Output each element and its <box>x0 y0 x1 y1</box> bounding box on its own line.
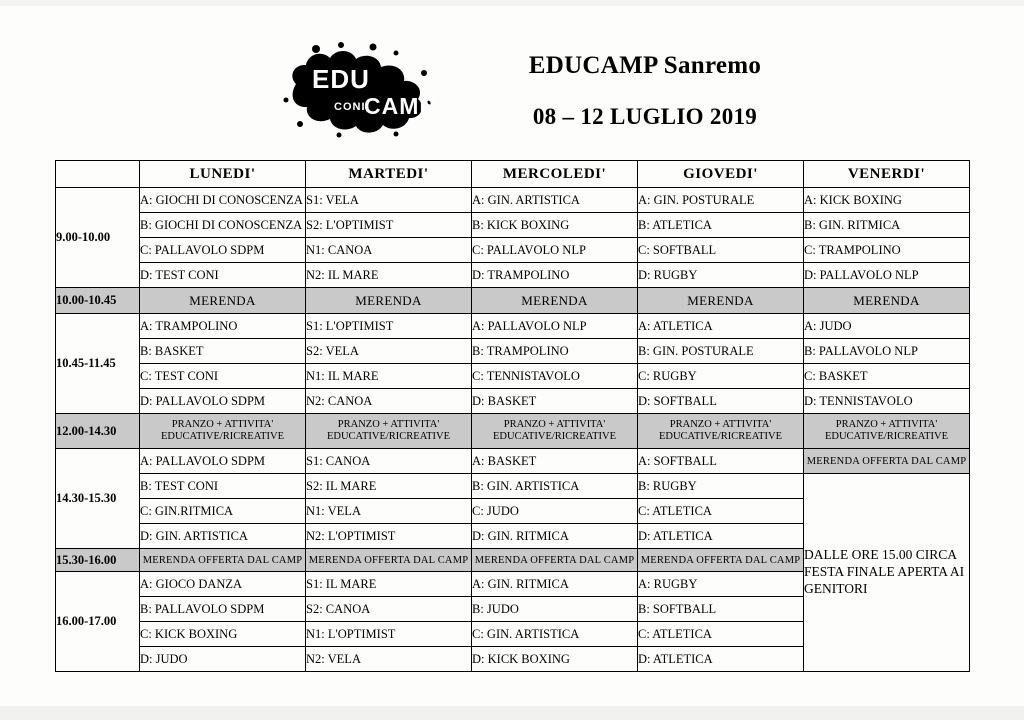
activity-cell: N1: L'OPTIMIST <box>306 622 472 647</box>
activity-cell: D: TEST CONI <box>140 263 306 288</box>
table-row <box>56 213 970 238</box>
activity-cell: N2: IL MARE <box>306 263 472 288</box>
activity-cell: D: PALLAVOLO SDPM <box>140 389 306 414</box>
column-header-lunedi: LUNEDI' <box>140 161 306 188</box>
page-title: EDUCAMP Sanremo <box>528 52 762 79</box>
activity-cell: D: KICK BOXING <box>472 647 638 672</box>
pranzo-line-1: PRANZO + ATTIVITA' <box>669 418 772 430</box>
activity-cell: A: GIOCHI DI CONOSCENZA <box>140 188 306 213</box>
activity-cell: A: SOFTBALL <box>638 449 804 474</box>
activity-cell: A: RUGBY <box>638 572 804 597</box>
activity-cell: A: GIOCO DANZA <box>140 572 306 597</box>
activity-cell: B: GIN. RITMICA <box>804 213 970 238</box>
activity-cell: A: PALLAVOLO SDPM <box>140 449 306 474</box>
activity-cell: D: GIN. ARTISTICA <box>140 524 306 549</box>
pranzo-line-1: PRANZO + ATTIVITA' <box>171 418 274 430</box>
table-row-merenda <box>56 288 970 314</box>
activity-cell: N1: IL MARE <box>306 364 472 389</box>
scan-edge-top <box>0 0 1024 6</box>
merenda-camp-cell: MERENDA OFFERTA DAL CAMP <box>306 549 472 572</box>
time-label-0900: 9.00-10.00 <box>56 188 140 288</box>
corner-cell <box>56 161 140 188</box>
activity-cell: S2: VELA <box>306 339 472 364</box>
table-row-pranzo <box>56 414 970 449</box>
activity-cell: B: PALLAVOLO NLP <box>804 339 970 364</box>
activity-cell: N2: VELA <box>306 647 472 672</box>
activity-cell: A: BASKET <box>472 449 638 474</box>
pranzo-cell <box>306 414 472 449</box>
time-label-1600: 16.00-17.00 <box>56 572 140 672</box>
pranzo-line-1: PRANZO + ATTIVITA' <box>337 418 440 430</box>
activity-cell: D: BASKET <box>472 389 638 414</box>
weekly-schedule-table <box>55 160 970 672</box>
activity-cell: B: KICK BOXING <box>472 213 638 238</box>
merenda-cell: MERENDA <box>306 288 472 314</box>
activity-cell: S2: CANOA <box>306 597 472 622</box>
merenda-camp-cell: MERENDA OFFERTA DAL CAMP <box>638 549 804 572</box>
activity-cell: B: GIN. POSTURALE <box>638 339 804 364</box>
activity-cell: D: TRAMPOLINO <box>472 263 638 288</box>
activity-cell: D: SOFTBALL <box>638 389 804 414</box>
activity-cell: N2: L'OPTIMIST <box>306 524 472 549</box>
activity-cell: A: GIN. RITMICA <box>472 572 638 597</box>
activity-cell: C: SOFTBALL <box>638 238 804 263</box>
activity-cell: C: ATLETICA <box>638 499 804 524</box>
pranzo-line-2: EDUCATIVE/RICREATIVE <box>492 431 617 442</box>
festa-finale-cell: DALLE ORE 15.00 CIRCA FESTA FINALE APERTA AI GENITORI <box>804 474 970 672</box>
activity-cell: S1: L'OPTIMIST <box>306 314 472 339</box>
pranzo-line-1: PRANZO + ATTIVITA' <box>503 418 606 430</box>
time-label-1000: 10.00-10.45 <box>56 288 140 314</box>
merenda-camp-cell: MERENDA OFFERTA DAL CAMP <box>472 549 638 572</box>
table-row <box>56 188 970 213</box>
time-label-1430: 14.30-15.30 <box>56 449 140 549</box>
activity-cell: B: GIN. ARTISTICA <box>472 474 638 499</box>
activity-cell: D: RUGBY <box>638 263 804 288</box>
pranzo-cell <box>638 414 804 449</box>
column-header-martedi: MARTEDI' <box>306 161 472 188</box>
activity-cell: C: TRAMPOLINO <box>804 238 970 263</box>
merenda-camp-cell: MERENDA OFFERTA DAL CAMP <box>140 549 306 572</box>
document-header <box>0 34 1024 144</box>
merenda-cell: MERENDA <box>638 288 804 314</box>
pranzo-line-2: EDUCATIVE/RICREATIVE <box>824 431 949 442</box>
table-row <box>56 364 970 389</box>
activity-cell: A: GIN. POSTURALE <box>638 188 804 213</box>
activity-cell: A: KICK BOXING <box>804 188 970 213</box>
time-label-1045: 10.45-11.45 <box>56 314 140 414</box>
activity-cell: C: GIN.RITMICA <box>140 499 306 524</box>
activity-cell: A: GIN. ARTISTICA <box>472 188 638 213</box>
activity-cell: C: GIN. ARTISTICA <box>472 622 638 647</box>
activity-cell: D: JUDO <box>140 647 306 672</box>
activity-cell: B: RUGBY <box>638 474 804 499</box>
activity-cell: B: BASKET <box>140 339 306 364</box>
pranzo-line-2: EDUCATIVE/RICREATIVE <box>160 431 285 442</box>
table-row <box>56 263 970 288</box>
pranzo-line-1: PRANZO + ATTIVITA' <box>835 418 938 430</box>
table-row <box>56 389 970 414</box>
activity-cell: C: TEST CONI <box>140 364 306 389</box>
activity-cell: C: ATLETICA <box>638 622 804 647</box>
activity-cell: A: TRAMPOLINO <box>140 314 306 339</box>
activity-cell: S1: VELA <box>306 188 472 213</box>
activity-cell: C: KICK BOXING <box>140 622 306 647</box>
column-header-giovedi: GIOVEDI' <box>638 161 804 188</box>
svg-text:EDU: EDU <box>312 64 370 94</box>
svg-text:CAMP: CAMP <box>364 93 436 119</box>
activity-cell: C: BASKET <box>804 364 970 389</box>
merenda-cell: MERENDA <box>472 288 638 314</box>
merenda-camp-cell-venerdi: MERENDA OFFERTA DAL CAMP <box>804 449 970 474</box>
time-label-1530: 15.30-16.00 <box>56 549 140 572</box>
table-header-row <box>56 161 970 188</box>
activity-cell: D: TENNISTAVOLO <box>804 389 970 414</box>
activity-cell: S1: CANOA <box>306 449 472 474</box>
activity-cell: A: JUDO <box>804 314 970 339</box>
activity-cell: D: PALLAVOLO NLP <box>804 263 970 288</box>
activity-cell: D: ATLETICA <box>638 524 804 549</box>
svg-text:CONI: CONI <box>334 101 366 113</box>
activity-cell: B: ATLETICA <box>638 213 804 238</box>
activity-cell: N2: CANOA <box>306 389 472 414</box>
activity-cell: C: PALLAVOLO NLP <box>472 238 638 263</box>
pranzo-line-2: EDUCATIVE/RICREATIVE <box>326 431 451 442</box>
activity-cell: D: GIN. RITMICA <box>472 524 638 549</box>
time-label-1200: 12.00-14.30 <box>56 414 140 449</box>
table-row <box>56 238 970 263</box>
table-row <box>56 314 970 339</box>
activity-cell: N1: VELA <box>306 499 472 524</box>
activity-cell: N1: CANOA <box>306 238 472 263</box>
activity-cell: S2: IL MARE <box>306 474 472 499</box>
activity-cell: B: GIOCHI DI CONOSCENZA <box>140 213 306 238</box>
column-header-venerdi: VENERDI' <box>804 161 970 188</box>
educamp-coni-logo <box>278 40 453 140</box>
activity-cell: S2: L'OPTIMIST <box>306 213 472 238</box>
activity-cell: C: PALLAVOLO SDPM <box>140 238 306 263</box>
pranzo-cell <box>804 414 970 449</box>
activity-cell: B: PALLAVOLO SDPM <box>140 597 306 622</box>
pranzo-cell <box>472 414 638 449</box>
table-row <box>56 474 970 499</box>
table-row <box>56 449 970 474</box>
scan-edge-bottom <box>0 706 1024 720</box>
page-subtitle: 08 – 12 LUGLIO 2019 <box>532 103 758 129</box>
activity-cell: C: RUGBY <box>638 364 804 389</box>
column-header-mercoledi: MERCOLEDI' <box>472 161 638 188</box>
activity-cell: A: ATLETICA <box>638 314 804 339</box>
activity-cell: S1: IL MARE <box>306 572 472 597</box>
pranzo-line-2: EDUCATIVE/RICREATIVE <box>658 431 783 442</box>
activity-cell: A: PALLAVOLO NLP <box>472 314 638 339</box>
activity-cell: C: TENNISTAVOLO <box>472 364 638 389</box>
pranzo-cell <box>140 414 306 449</box>
title-block <box>470 52 820 130</box>
table-row <box>56 339 970 364</box>
merenda-cell: MERENDA <box>140 288 306 314</box>
merenda-cell: MERENDA <box>804 288 970 314</box>
activity-cell: B: TRAMPOLINO <box>472 339 638 364</box>
activity-cell: B: TEST CONI <box>140 474 306 499</box>
activity-cell: D: ATLETICA <box>638 647 804 672</box>
activity-cell: B: SOFTBALL <box>638 597 804 622</box>
activity-cell: B: JUDO <box>472 597 638 622</box>
activity-cell: C: JUDO <box>472 499 638 524</box>
